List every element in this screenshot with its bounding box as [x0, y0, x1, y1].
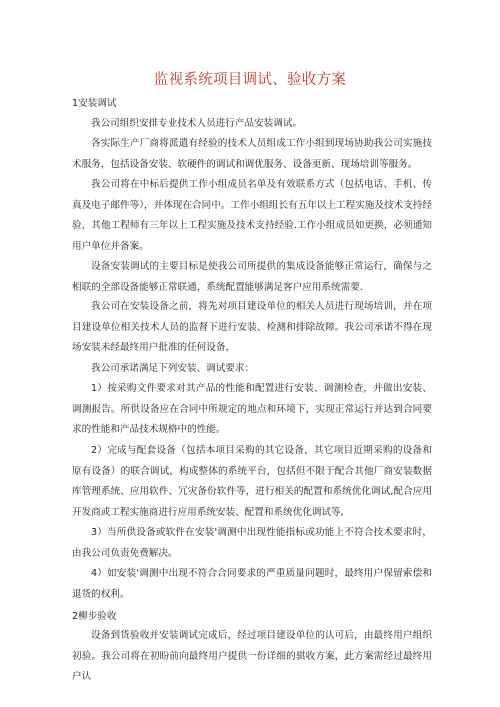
paragraph: 我公司将在中标后提供工作小组成员名单及有效联系方式（包括电话、手机、传真及电子邮件等），并体现在合同中。工作小组组长有五年以上工程实施及技术支持经验，其他工程师有三年以上工程实施及技术支持经验.工作小组成员如更换，必须通知用户单位并备案。 — [72, 179, 432, 252]
paragraph: 我公司承诺满足下列安装、调试要求： — [91, 363, 255, 374]
paragraph: 各实际生产厂商将派遣有经验的技术人员组成工作小组到现场协助我公司实施技术服务，包括设备安装、软硬件的调试和调优服务、设备更新、现场培训等服务。 — [72, 138, 432, 170]
document-title: 监视系统项目调试、验收方案 — [153, 72, 347, 88]
paragraph: 1）按采购文件要求对其产品的性能和配置进行安装、调测检查，并做出安装、调测报告。所供设备应在合同中所规定的地点和环境下，实现正常运行并达到合同要求的性能和产品技术规格中的性能。 — [72, 383, 432, 435]
paragraph: 我公司组织安排专业技术人员进行产品安装调试。 — [91, 118, 303, 129]
section-heading-acceptance: 2柳步验收 — [72, 611, 117, 622]
paragraph: 设备安装调试的主要目标是使我公司所提供的集成设备能够正常运行，确保与之相联的全部设备能够正常联通，系统配置能够满足客户应用系统需要. — [72, 261, 432, 293]
paragraph: 3）当所供设备或软件在安装'调测中出现性能指标或功能上不符合技术要求时，由我公司负责免费解决。 — [72, 527, 432, 559]
paragraph: 4）如安装'调测中出现不符合合同要求的严重质量问题时，最终用户保留索偿和退货的权利。 — [72, 568, 432, 600]
paragraph: 2）完成与配套设备（包括本项目采购的其它设备，其它项目近期采购的设备和原有设备）的联合调试，构成整体的系统平台，包括但不限于配合其他厂商安装数据库管理系统、应用软件、冗灾备份软件等，进行相关的配置和系统优化调试,配合应用开发商或工程实施商进行应用系统安装、配置和系统优化调试等, — [72, 445, 432, 518]
section-heading-installation: 1安装调试 — [72, 98, 117, 109]
paragraph: 设备到货验收并安装调试完成后，经过项目建设单位的认可后，由最终用户组织初验。我公司将在初盼前向最终用户提供一份详细的骐收方案，此方案需经过最终用户认 — [72, 630, 432, 682]
paragraph: 我公司在安装设备之前，将先对项目建设单位的相关人员进行现场培训，并在项目建设单位相关技术人员的监督下进行安装、检测和排除故障。我公司承诺不得在现场安装未经最终用户批准的任何设备， — [72, 301, 432, 353]
